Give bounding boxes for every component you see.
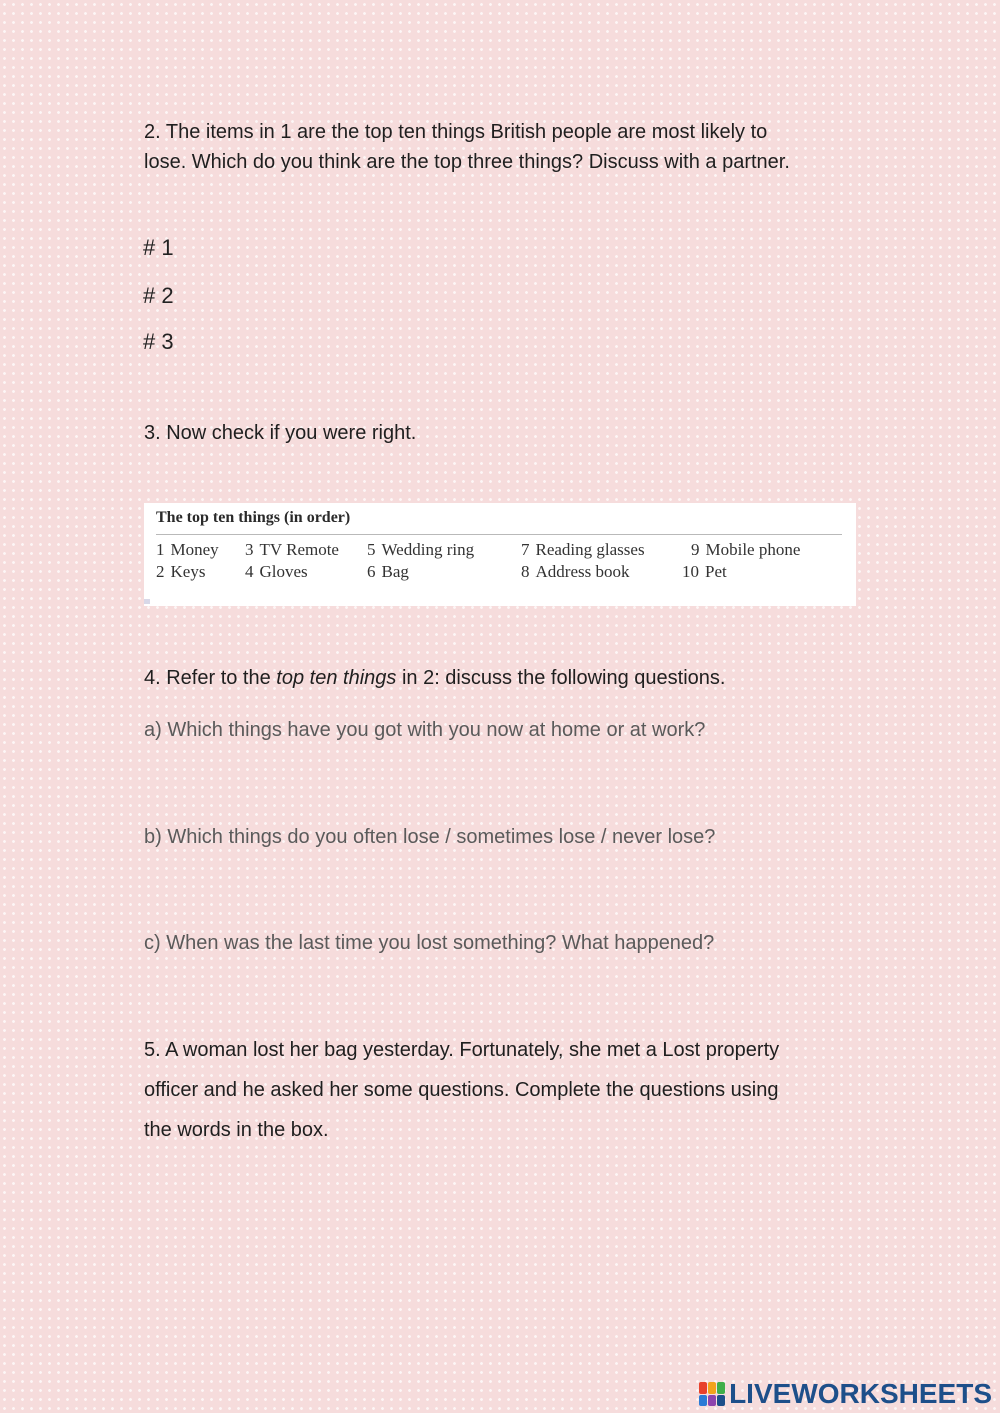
item-number: 8: [521, 562, 530, 581]
item-number: 7: [521, 540, 530, 559]
rank-2: # 2: [143, 283, 174, 308]
rank-1: # 1: [143, 235, 174, 260]
item-label: Pet: [705, 562, 727, 581]
question-4: [144, 663, 725, 693]
question-4c: c) When was the last time you lost something? What happened?: [144, 932, 715, 954]
question-4b: b) Which things do you often lose / sometimes lose / never lose?: [144, 826, 716, 848]
item-number: 4: [245, 562, 254, 581]
item-label: Money: [170, 540, 219, 559]
question-4-italic: top ten things: [276, 667, 397, 689]
item-label: Reading glasses: [535, 540, 645, 559]
item-number: 1: [156, 540, 165, 559]
question-2: [144, 117, 864, 177]
item-label: Address book: [535, 562, 630, 581]
question-2-line-1: 2. The items in 1 are the top ten things British people are most likely to: [144, 121, 768, 143]
item-number: 6: [367, 562, 376, 581]
question-4a: a) Which things have you got with you now at home or at work?: [144, 719, 706, 741]
image-corner-mark: [144, 599, 150, 604]
item-label: Wedding ring: [381, 540, 475, 559]
logo-wordmark: LIVEWORKSHEETS: [729, 1378, 992, 1409]
item-number: 3: [245, 540, 254, 559]
top-ten-item: [367, 540, 474, 560]
item-label: Mobile phone: [705, 540, 801, 559]
top-ten-item: [245, 562, 308, 582]
rank-3: # 3: [143, 329, 174, 354]
top-ten-divider: [156, 534, 842, 535]
top-ten-item: [367, 562, 409, 582]
top-ten-item: [156, 562, 205, 582]
logo-blocks-icon: [699, 1382, 725, 1406]
top-ten-item: [245, 540, 339, 560]
liveworksheets-logo: [699, 1378, 992, 1410]
item-label: Keys: [170, 562, 206, 581]
item-number: 9: [691, 540, 700, 559]
top-ten-title: The top ten things (in order): [156, 509, 351, 526]
item-number: 2: [156, 562, 165, 581]
item-number: 10: [682, 562, 699, 581]
top-ten-item: [521, 562, 629, 582]
question-5-line-1: 5. A woman lost her bag yesterday. Fortunately, she met a Lost property: [144, 1039, 780, 1061]
top-ten-item: [682, 562, 727, 582]
question-2-line-2: lose. Which do you think are the top three things? Discuss with a partner.: [144, 151, 790, 173]
question-5-line-2: officer and he asked her some questions. Complete the questions using: [144, 1079, 779, 1101]
top-ten-item: [521, 540, 645, 560]
question-5-line-3: the words in the box.: [144, 1119, 329, 1141]
item-label: Gloves: [259, 562, 308, 581]
top-ten-box: [144, 503, 856, 606]
item-label: TV Remote: [259, 540, 339, 559]
question-5: [144, 1030, 864, 1150]
top-ten-item: [691, 540, 800, 560]
item-label: Bag: [381, 562, 409, 581]
question-3: 3. Now check if you were right.: [144, 422, 417, 444]
question-4-prefix: 4. Refer to the: [144, 667, 277, 689]
item-number: 5: [367, 540, 376, 559]
top-ten-item: [156, 540, 219, 560]
question-4-suffix: in 2: discuss the following questions.: [396, 667, 726, 689]
